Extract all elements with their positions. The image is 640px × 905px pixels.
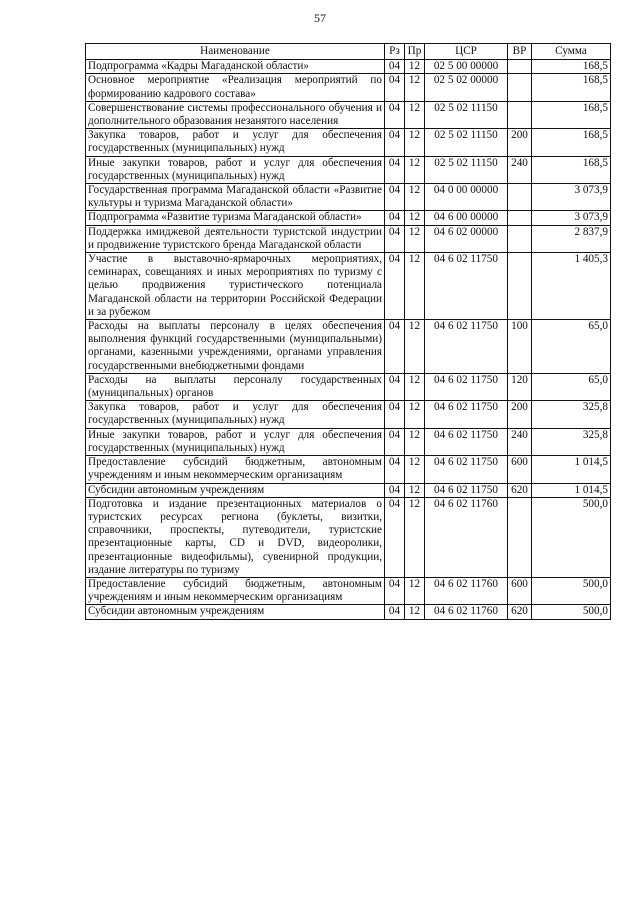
table-body [86, 60, 611, 619]
table-row [86, 225, 611, 252]
header-name: Наименование [86, 44, 385, 60]
header-vr: ВР [508, 44, 532, 60]
cell-rz: 04 [385, 211, 405, 225]
cell-sum: 500,0 [532, 605, 611, 619]
cell-csr: 02 5 02 11150 [425, 129, 508, 156]
cell-pr: 12 [405, 253, 425, 320]
table-row [86, 320, 611, 374]
cell-name: Расходы на выплаты персоналу государственных (муниципальных) органов [86, 373, 385, 400]
cell-csr: 04 6 02 11750 [425, 320, 508, 374]
table-row [86, 577, 611, 604]
cell-vr: 600 [508, 577, 532, 604]
cell-pr: 12 [405, 225, 425, 252]
cell-name: Совершенствование системы профессионального обучения и дополнительного образования незанятого населения [86, 101, 385, 128]
cell-csr: 02 5 02 11150 [425, 101, 508, 128]
cell-vr [508, 74, 532, 101]
cell-pr: 12 [405, 577, 425, 604]
cell-pr: 12 [405, 211, 425, 225]
cell-vr: 240 [508, 156, 532, 183]
cell-rz: 04 [385, 253, 405, 320]
cell-rz: 04 [385, 129, 405, 156]
cell-rz: 04 [385, 497, 405, 577]
table-row [86, 60, 611, 74]
table-row [86, 605, 611, 619]
cell-pr: 12 [405, 320, 425, 374]
cell-name: Подготовка и издание презентационных материалов о туристских ресурсах региона (буклеты, визитки, справочники, проспекты, путеводители, туристские презентационные карты, CD и DVD, видеоролики, презентационные видеофильмы), сувенирной продукции, издание литературы по туризму [86, 497, 385, 577]
cell-pr: 12 [405, 428, 425, 455]
table-row [86, 156, 611, 183]
cell-pr: 12 [405, 483, 425, 497]
cell-rz: 04 [385, 401, 405, 428]
cell-sum: 1 014,5 [532, 483, 611, 497]
cell-csr: 04 6 02 11750 [425, 253, 508, 320]
cell-sum: 1 405,3 [532, 253, 611, 320]
cell-pr: 12 [405, 184, 425, 211]
cell-vr: 240 [508, 428, 532, 455]
cell-pr: 12 [405, 456, 425, 483]
cell-rz: 04 [385, 483, 405, 497]
cell-pr: 12 [405, 373, 425, 400]
cell-vr [508, 184, 532, 211]
header-pr: Пр [405, 44, 425, 60]
table-row [86, 401, 611, 428]
cell-csr: 04 6 02 00000 [425, 225, 508, 252]
cell-rz: 04 [385, 60, 405, 74]
table-row [86, 74, 611, 101]
cell-vr [508, 253, 532, 320]
header-sum: Сумма [532, 44, 611, 60]
cell-name: Закупка товаров, работ и услуг для обеспечения государственных (муниципальных) нужд [86, 129, 385, 156]
cell-csr: 04 6 02 11750 [425, 373, 508, 400]
cell-rz: 04 [385, 184, 405, 211]
cell-vr: 600 [508, 456, 532, 483]
cell-vr [508, 211, 532, 225]
cell-vr: 200 [508, 129, 532, 156]
cell-name: Иные закупки товаров, работ и услуг для обеспечения государственных (муниципальных) нужд [86, 428, 385, 455]
table-header-row [86, 44, 611, 60]
cell-csr: 04 6 02 11760 [425, 605, 508, 619]
cell-name: Основное мероприятие «Реализация мероприятий по формированию кадрового состава» [86, 74, 385, 101]
table-row [86, 373, 611, 400]
table-row [86, 211, 611, 225]
cell-rz: 04 [385, 225, 405, 252]
cell-rz: 04 [385, 428, 405, 455]
cell-pr: 12 [405, 129, 425, 156]
cell-pr: 12 [405, 60, 425, 74]
cell-sum: 65,0 [532, 373, 611, 400]
table-row [86, 184, 611, 211]
cell-pr: 12 [405, 497, 425, 577]
cell-pr: 12 [405, 605, 425, 619]
cell-csr: 04 6 00 00000 [425, 211, 508, 225]
cell-name: Расходы на выплаты персоналу в целях обеспечения выполнения функций государственными (муниципальными) органами, казенными учреждениями, органами управления государственными внебюджетными фондами [86, 320, 385, 374]
cell-vr: 120 [508, 373, 532, 400]
cell-pr: 12 [405, 74, 425, 101]
cell-name: Предоставление субсидий бюджетным, автономным учреждениям и иным некоммерческим организациям [86, 577, 385, 604]
cell-vr: 620 [508, 605, 532, 619]
table-row [86, 497, 611, 577]
cell-name: Закупка товаров, работ и услуг для обеспечения государственных (муниципальных) нужд [86, 401, 385, 428]
cell-rz: 04 [385, 101, 405, 128]
cell-name: Субсидии автономным учреждениям [86, 605, 385, 619]
cell-rz: 04 [385, 373, 405, 400]
cell-pr: 12 [405, 401, 425, 428]
cell-csr: 02 5 02 11150 [425, 156, 508, 183]
cell-sum: 3 073,9 [532, 211, 611, 225]
cell-csr: 04 6 02 11750 [425, 428, 508, 455]
cell-vr [508, 497, 532, 577]
cell-sum: 500,0 [532, 577, 611, 604]
budget-table [85, 43, 611, 620]
cell-sum: 168,5 [532, 129, 611, 156]
header-rz: Рз [385, 44, 405, 60]
cell-name: Иные закупки товаров, работ и услуг для обеспечения государственных (муниципальных) нужд [86, 156, 385, 183]
cell-rz: 04 [385, 577, 405, 604]
table-row [86, 101, 611, 128]
cell-vr: 100 [508, 320, 532, 374]
table-row [86, 483, 611, 497]
cell-sum: 3 073,9 [532, 184, 611, 211]
cell-rz: 04 [385, 456, 405, 483]
cell-sum: 65,0 [532, 320, 611, 374]
cell-csr: 04 6 02 11760 [425, 497, 508, 577]
cell-vr [508, 60, 532, 74]
cell-vr [508, 101, 532, 128]
cell-csr: 02 5 00 00000 [425, 60, 508, 74]
cell-name: Участие в выставочно-ярмарочных мероприятиях, семинарах, совещаниях и иных мероприятиях по туризму с целью продвижения туристического потенциала Магаданской области на территории Российской Федерации и за рубежом [86, 253, 385, 320]
cell-csr: 04 0 00 00000 [425, 184, 508, 211]
cell-vr: 200 [508, 401, 532, 428]
cell-name: Предоставление субсидий бюджетным, автономным учреждениям и иным некоммерческим организациям [86, 456, 385, 483]
cell-sum: 2 837,9 [532, 225, 611, 252]
cell-rz: 04 [385, 605, 405, 619]
cell-rz: 04 [385, 156, 405, 183]
cell-sum: 325,8 [532, 401, 611, 428]
cell-vr [508, 225, 532, 252]
cell-sum: 325,8 [532, 428, 611, 455]
cell-name: Подпрограмма «Кадры Магаданской области» [86, 60, 385, 74]
cell-name: Субсидии автономным учреждениям [86, 483, 385, 497]
cell-sum: 168,5 [532, 101, 611, 128]
cell-csr: 04 6 02 11750 [425, 401, 508, 428]
cell-name: Государственная программа Магаданской области «Развитие культуры и туризма Магаданской области» [86, 184, 385, 211]
cell-sum: 168,5 [532, 74, 611, 101]
cell-pr: 12 [405, 101, 425, 128]
cell-sum: 168,5 [532, 156, 611, 183]
cell-csr: 04 6 02 11750 [425, 456, 508, 483]
header-csr: ЦСР [425, 44, 508, 60]
cell-rz: 04 [385, 320, 405, 374]
table-row [86, 129, 611, 156]
page-number: 57 [314, 11, 326, 25]
cell-rz: 04 [385, 74, 405, 101]
cell-vr: 620 [508, 483, 532, 497]
cell-name: Подпрограмма «Развитие туризма Магаданской области» [86, 211, 385, 225]
cell-sum: 1 014,5 [532, 456, 611, 483]
cell-csr: 04 6 02 11750 [425, 483, 508, 497]
cell-sum: 168,5 [532, 60, 611, 74]
table-row [86, 428, 611, 455]
table-row [86, 456, 611, 483]
cell-csr: 02 5 02 00000 [425, 74, 508, 101]
cell-pr: 12 [405, 156, 425, 183]
cell-sum: 500,0 [532, 497, 611, 577]
cell-csr: 04 6 02 11760 [425, 577, 508, 604]
table-row [86, 253, 611, 320]
cell-name: Поддержка имиджевой деятельности туристской индустрии и продвижение туристского бренда Магаданской области [86, 225, 385, 252]
